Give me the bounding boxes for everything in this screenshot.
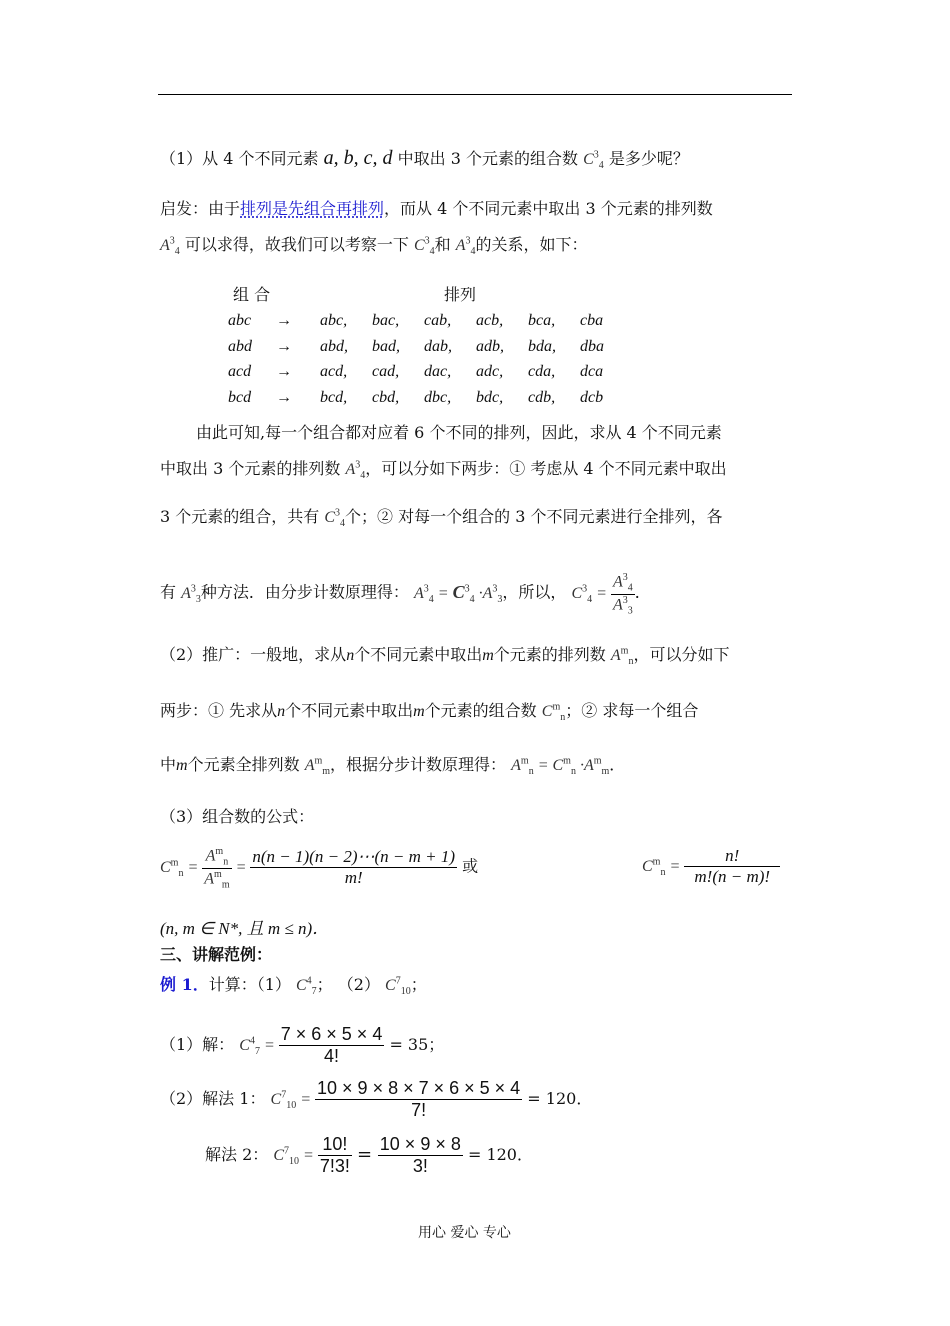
hint-line-1 (160, 196, 713, 219)
hint-label: 启发：由于 (160, 199, 241, 218)
table-cell: dbc, (424, 388, 452, 406)
example-label: 例 1． (160, 975, 209, 994)
hint-line2c: 的关系，如下： (475, 235, 588, 254)
formula-title: （3）组合数的公式： (160, 807, 315, 826)
table-cell: cad, (372, 363, 400, 380)
q1-suffix: 是多少呢？ (608, 149, 689, 168)
a43-symbol: $A^3_4$ (345, 459, 366, 482)
var-m: m (482, 647, 494, 664)
header-rule (158, 94, 792, 95)
gen-text: 个元素的排列数 (493, 645, 606, 664)
var-m: m (176, 757, 188, 774)
solution-label: 解法 2： (205, 1145, 269, 1164)
solution-2: （2）解法 1： $C^7_{10}$ = $\frac{10 \times 9 \times 8 \times 7 \times 6 \times 5 \times 4}{7!}$ = 120． (160, 1078, 593, 1120)
equation-a-c-a: $A^3_4 = C^3_4 \cdot A^3_3$ (414, 581, 503, 605)
gen-text: 个元素全排列数 (187, 755, 300, 774)
section-heading: 三、讲解范例： (160, 945, 273, 964)
table-cell: acd, (320, 363, 348, 380)
gen-line-3 (160, 752, 625, 777)
a33-symbol: $A^3_3$ (181, 583, 201, 605)
gen-text: 个元素的组合数 (424, 701, 537, 720)
table-cell: cdb, (528, 388, 556, 406)
table-cell: abc (228, 312, 252, 329)
table-cell: acb, (476, 312, 504, 329)
hint-line2b: 和 (434, 235, 451, 254)
gen-text: 两步：① 先求从 (160, 701, 278, 720)
para-text: 个；② 对每一个组合的 3 个不同元素进行全排列，各 (345, 507, 723, 526)
para-text: 种方法．由分步计数原理得： (200, 582, 409, 602)
para-line-4 (160, 572, 651, 616)
para-text: ． (634, 582, 651, 602)
example-sep: ； （2） (316, 975, 380, 994)
table-cell: bac, (372, 312, 400, 329)
table-cell: cab, (424, 312, 452, 329)
var-n: n (277, 703, 286, 720)
c74-symbol: $C^4_7$ (296, 975, 317, 998)
table-cell: bcd (228, 388, 252, 406)
table-head-combo: 组 合 (233, 285, 271, 304)
page-footer: 用心 爱心 专心 (418, 1225, 511, 1241)
formula-or: 或 (462, 856, 479, 876)
table-cell: abc, (320, 312, 348, 329)
arrow-icon: → (276, 388, 292, 406)
var-m: m (413, 703, 425, 720)
solution-fraction: $\frac{7 \times 6 \times 5 \times 4}{4!}$ (280, 1024, 383, 1066)
formula-condition: (n, m ∈ N*, 且 m ≤ n)． (160, 919, 330, 938)
table-cell: bdc, (476, 388, 504, 406)
solution-label: （2）解法 1： (160, 1089, 266, 1108)
gen-text: ；② 求每一个组合 (565, 701, 699, 720)
formula-alt: $C^m_n$ = $\frac{n!}{m!(n - m)!}$ (642, 846, 780, 887)
table-cell: adc, (476, 363, 504, 380)
arrow-icon: → (276, 337, 292, 355)
q1-symbol: $C^3_4$ (583, 149, 604, 172)
equation-c-fraction: $C^3_4$ = $\frac{A^3_4}{A^3_3}$ (571, 572, 633, 617)
gen-text: 个不同元素中取出 (354, 645, 483, 664)
table-cell: cbd, (372, 388, 400, 406)
solution-3: 解法 2： $C^7_{10}$ = $\frac{10!}{7!3!}$ = $\frac{10 \times 9 \times 8}{3!}$ = 120． (205, 1134, 533, 1176)
table-cell: bda, (528, 337, 556, 355)
q1-prefix: （1）从 4 个不同元素 (160, 149, 319, 168)
c-nm-symbol: $C^m_n$ (541, 701, 566, 724)
var-n: n (346, 647, 355, 664)
a-nm-symbol: $A^m_n$ (610, 645, 634, 668)
gen-text: ，根据分步计数原理得： (330, 755, 507, 774)
a43-symbol: $A^3_4$ (160, 235, 180, 258)
table-cell: bca, (528, 312, 556, 329)
solution-1: （1）解： $C^4_7$ = $\frac{7 \times 6 \times 5 \times 4}{4!}$ = 35； (160, 1024, 445, 1066)
gen-text: （2）推广：一般地，求从 (160, 645, 347, 664)
solution-fraction: $\frac{10 \times 9 \times 8}{3!}$ (379, 1134, 461, 1176)
formula-alt-fraction: $\frac{n!}{m!(n - m)!}$ (684, 846, 780, 887)
c-nm-symbol: $C^m_n$ = $\frac{A^m_n}{A^m_m}$ = (160, 846, 251, 891)
gen-text: ． (609, 755, 626, 774)
solution-fraction: $\frac{10 \times 9 \times 8 \times 7 \times 6 \times 5 \times 4}{7!}$ (317, 1078, 521, 1120)
q1-mid: 中取出 3 个元素的组合数 (397, 149, 578, 168)
table-cell: dcb (580, 388, 604, 406)
example-end: ； (410, 975, 427, 994)
c43-symbol: $C^3_4$ (413, 235, 435, 258)
question-1 (160, 146, 689, 171)
a43-symbol-2: $A^3_4$ (455, 235, 476, 258)
table-cell: cba (580, 312, 604, 329)
arrow-icon: → (276, 363, 292, 380)
table-cell: acd (228, 363, 252, 380)
table-cell: adb, (476, 337, 504, 355)
hint-rest: ，而从 4 个不同元素中取出 3 个元素的排列数 (384, 199, 713, 218)
example-text: 计算：（1） (208, 975, 291, 994)
para-text: 有 (160, 582, 177, 602)
gen-text: ，可以分如下 (633, 645, 730, 664)
hint-link[interactable]: 排列是先组合再排列 (240, 199, 385, 218)
table-cell: dba (580, 337, 604, 355)
gen-line-2 (160, 698, 698, 723)
q1-elements: a, b, c, d (323, 147, 393, 169)
table-cell: bcd, (320, 388, 348, 406)
gen-text: 个不同元素中取出 (285, 701, 414, 720)
para-text: 中取出 3 个元素的排列数 (160, 459, 341, 478)
para-text: ，可以分如下两步：① 考虑从 4 个不同元素中取出 (365, 459, 727, 478)
solution-label: （1）解： (160, 1035, 235, 1054)
formula-fraction: $\frac{n(n - 1)(n - 2)\cdots(n - m + 1)}{m!}$ (252, 846, 456, 887)
para-line-1: 由此可知,每一个组合都对应着 6 个不同的排列，因此，求从 4 个不同元素 (196, 423, 722, 442)
table-cell: cda, (528, 363, 556, 380)
example-1 (160, 972, 427, 997)
gen-text: 中 (160, 755, 177, 774)
para-line-2 (160, 456, 727, 481)
solution-fraction: $\frac{10!}{7!3!}$ (319, 1134, 350, 1176)
para-text: ，所以， (502, 582, 567, 602)
hint-line2a: 可以求得，故我们可以考察一下 (184, 235, 409, 254)
table-cell: abd (228, 337, 252, 355)
hint-line-2 (160, 232, 588, 257)
solution-result: = 120． (467, 1145, 533, 1164)
table-cell: abd, (320, 337, 348, 355)
table-cell: bad, (372, 337, 400, 355)
table-cell: dab, (424, 337, 452, 355)
table-cell: dac, (424, 363, 452, 380)
solution-result: = 120． (527, 1089, 593, 1108)
a-mm-symbol: $A^m_m$ (304, 755, 331, 778)
para-line-3 (160, 504, 723, 529)
c107-symbol: $C^7_{10}$ (385, 975, 411, 998)
gen-line-1 (160, 642, 729, 667)
table-cell: dca (580, 363, 604, 380)
c43-symbol: $C^3_4$ (324, 507, 346, 530)
formula-main (160, 846, 478, 890)
equation-general: $A^m_n = C^m_n \cdot A^m_m$ (511, 755, 610, 778)
para-text: 3 个元素的组合，共有 (160, 507, 320, 526)
table-head-perm: 排列 (444, 285, 477, 304)
solution-result: = 35； (389, 1035, 445, 1054)
arrow-icon: → (276, 312, 292, 329)
